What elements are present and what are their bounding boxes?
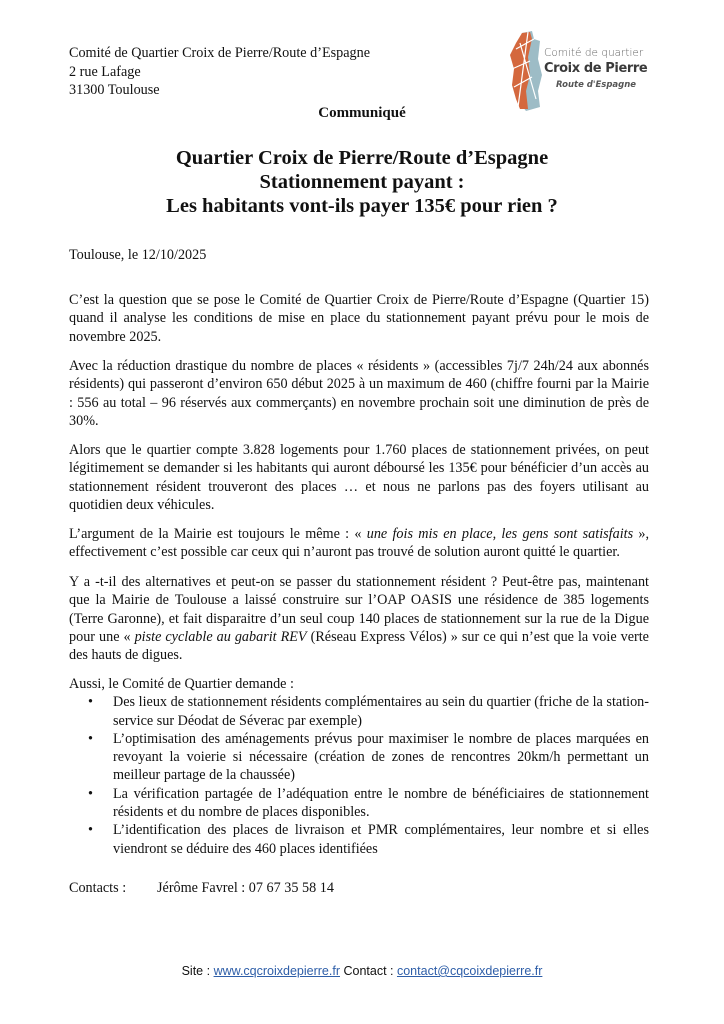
org-name: Comité de Quartier Croix de Pierre/Route d’Espagne bbox=[69, 45, 371, 61]
site-label: Site : bbox=[181, 964, 214, 978]
rev-italic: piste cyclable au gabarit REV bbox=[134, 628, 307, 645]
bullet-icon: • bbox=[88, 694, 93, 711]
contact-label: Contact : bbox=[340, 964, 397, 978]
list-item: • L’identification des places de livraison et PMR complémentaires, leur nombre et si elles viendront se déduire des 460 places identifiées bbox=[88, 822, 649, 857]
logo-line1: Comité de quartier bbox=[544, 47, 644, 59]
address-street: 2 rue Lafage bbox=[69, 63, 141, 80]
page-title bbox=[0, 146, 724, 218]
bullet-icon: • bbox=[88, 730, 93, 747]
site-link[interactable]: www.cqcroixdepierre.fr bbox=[213, 964, 340, 978]
paragraph-intro: C’est la question que se pose le Comité de Quartier Croix de Pierre/Route d’Espagne (Quartier 15) quand il analyse les conditions de mise en place du stationnement payant prévu pour le mois de novembre 2025. bbox=[69, 292, 649, 345]
contact-email-link[interactable]: contact@cqcoixdepierre.fr bbox=[396, 964, 543, 978]
logo-line3: Route d'Espagne bbox=[556, 80, 637, 90]
paragraph-alternatives: Y a -t-il des alternatives et peut-on se passer du stationnement résident ? Peut-être pas, maintenant que la Mairie de Toulouse a laissé construire sur l’OAP OASIS une résidence de 385 logements (Terre Garonne), et fait disparaitre d’un seul coup 140 places de stationnement sur la rue de la Digue pour une « piste cyclable au gabarit REV (Réseau Express Vélos) » sur ce qui n’est que la voie verte des hauts de digues. bbox=[69, 574, 649, 664]
logo-map-icon bbox=[508, 29, 548, 113]
demands-section bbox=[69, 675, 649, 858]
date-line: Toulouse, le 12/10/2025 bbox=[69, 247, 207, 263]
title-line2: Stationnement payant : bbox=[259, 171, 465, 193]
paragraph-argument: L’argument de la Mairie est toujours le même : « une fois mis en place, les gens sont satisfaits », effectivement c’est possible car ceux qui n’auront pas trouvé de solution auront quitté le quartier. bbox=[69, 526, 650, 561]
footer bbox=[0, 964, 724, 978]
bullet-icon: • bbox=[88, 785, 93, 802]
paragraph-reduction: Avec la réduction drastique du nombre de places « résidents » (accessibles 7j/7 24h/24 aux abonnés résidents) qui passeront d’environ 650 début 2025 à un maximum de 460 (chiffre fourni par la Mairie : 556 au total – 96 réservés aux commerçants) en novembre prochain soit une diminution de près de 30%. bbox=[69, 358, 649, 429]
demands-list bbox=[69, 693, 649, 858]
paragraph-housing: Alors que le quartier compte 3.828 logements pour 1.760 places de stationnement privées, on peut légitimement se demander si les habitants qui auront déboursé les 135€ pour bénéficier d’un accès au stationnement résident trouveront des places … et nous ne parlons pas des foyers utilisant au quotidien deux véhicules. bbox=[69, 442, 649, 513]
document-type: Communiqué bbox=[318, 105, 406, 121]
list-item: • Des lieux de stationnement résidents complémentaires au sein du quartier (friche de la station-service sur Déodat de Séverac par exemple) bbox=[88, 694, 649, 729]
contact-person: Jérôme Favrel : 07 67 35 58 14 bbox=[157, 880, 334, 896]
contacts-label: Contacts : bbox=[69, 880, 127, 896]
sender-address-block bbox=[69, 44, 370, 100]
list-item: • La vérification partagée de l’adéquation entre le nombre de bénéficiaires de stationnement résidents et du nombre de places disponibles. bbox=[88, 785, 649, 821]
logo-line2: Croix de Pierre bbox=[544, 61, 648, 76]
contacts-line bbox=[69, 880, 334, 897]
title-line1: Quartier Croix de Pierre/Route d’Espagne bbox=[175, 147, 549, 169]
title-line3: Les habitants vont-ils payer 135€ pour rien ? bbox=[166, 195, 558, 217]
demands-intro: Aussi, le Comité de Quartier demande : bbox=[69, 676, 294, 692]
quote-italic: une fois mis en place, les gens sont satisfaits bbox=[366, 526, 634, 542]
address-city: 31300 Toulouse bbox=[69, 82, 160, 98]
bullet-icon: • bbox=[88, 822, 93, 839]
list-item: • L’optimisation des aménagements prévus pour maximiser le nombre de places marquées en revoyant la voierie si nécessaire (création de zones de rencontres 20km/h permettant un meilleur partage de la chaussée) bbox=[88, 730, 649, 784]
committee-logo bbox=[508, 29, 648, 113]
